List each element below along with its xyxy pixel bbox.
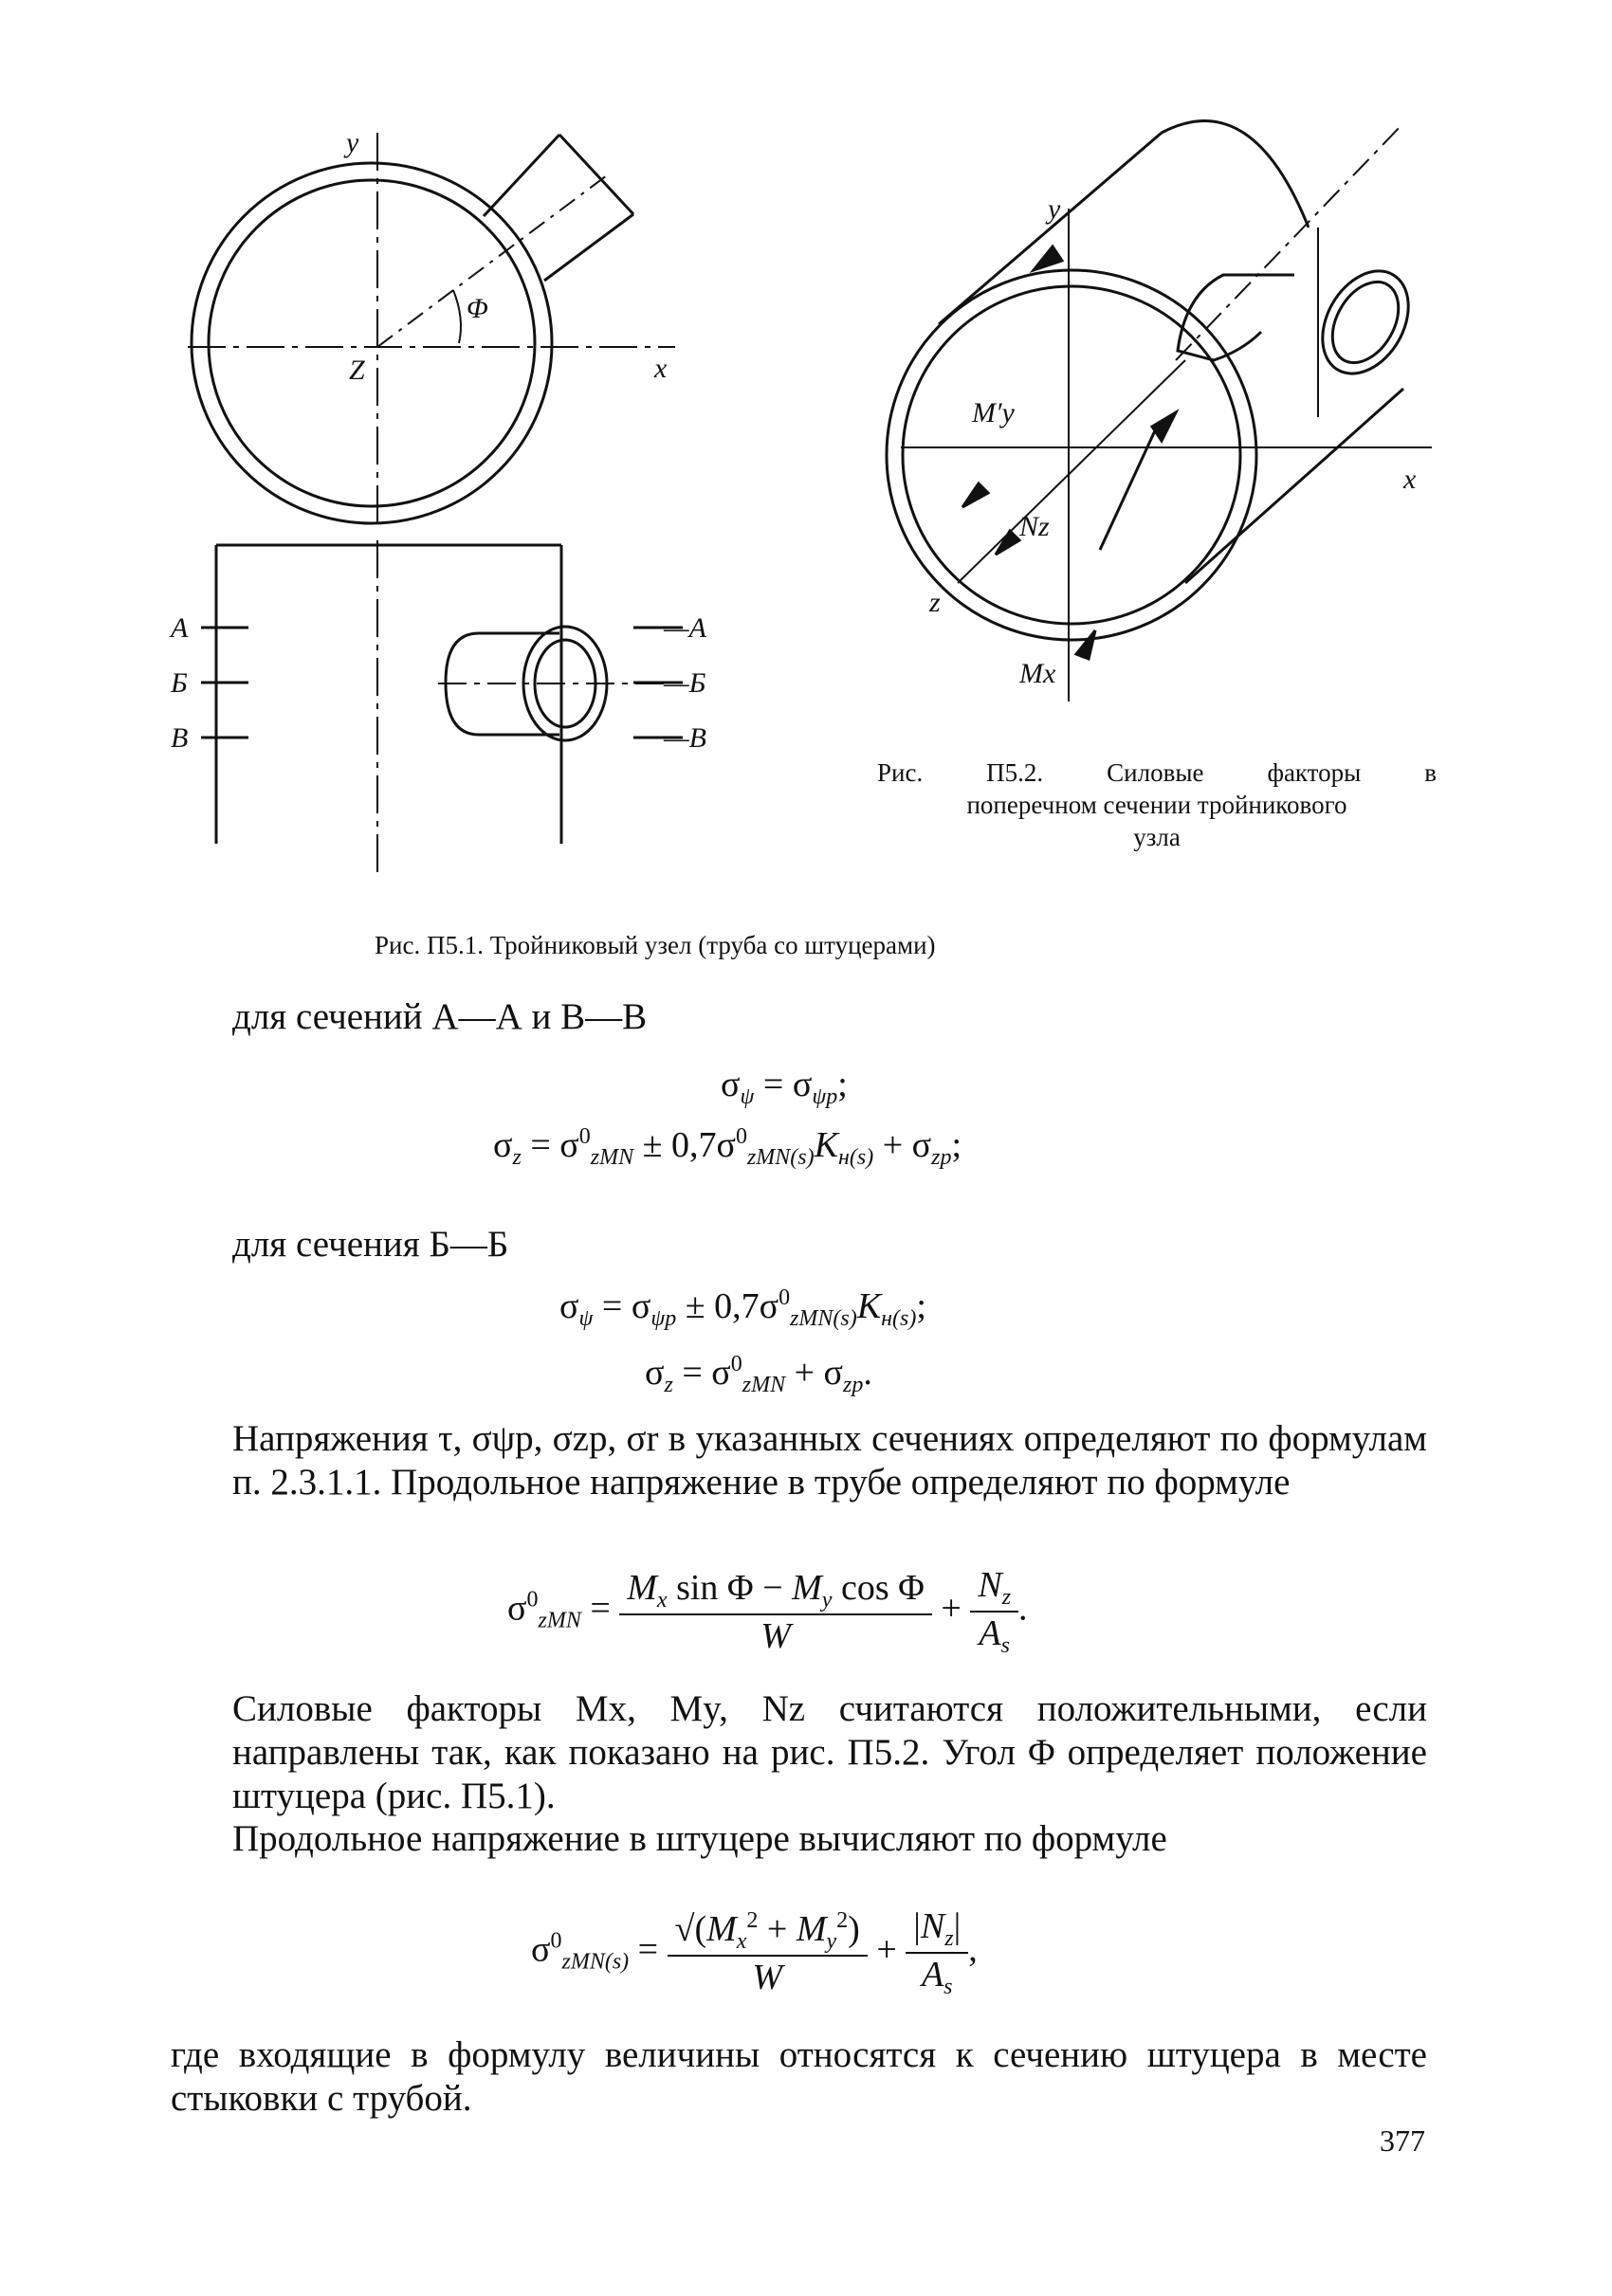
heading-section-bb: для сечения Б—Б [232, 1224, 509, 1265]
figure-p5-2 [872, 104, 1460, 853]
fig1-label-v-left: В [171, 722, 189, 754]
fig1-axis-z: Z [349, 355, 365, 386]
caption-line-2: поперечном сечении тройникового [966, 791, 1347, 819]
fraction-moment: $\frac{M_x \sin \Phi - M_y \cos \Phi}{W}$ [619, 1567, 932, 1657]
fig2-axis-z: z [929, 587, 941, 618]
fig1-angle-phi: Φ [467, 293, 488, 324]
equation-sigma-psi-2: $\sigma_\psi = \sigma_{\psi p} \pm 0,7\sigma^0_{zMN(s)}K_{н(s)}$; [559, 1285, 926, 1331]
equation-sigma-zmn: $\sigma^0_{zMN}$ = $\frac{M_x \sin \Phi - M_y \cos \Phi}{W}$ + $\frac{N_z}{A_s}$ . [507, 1565, 1028, 1658]
page-number: 377 [1380, 2123, 1425, 2158]
figure-p5-1-caption: Рис. П5.1. Тройниковый узел (труба со штуцерами) [375, 931, 936, 959]
figure-p5-1 [0, 0, 759, 929]
equation-sigma-z-2: $\sigma_z = \sigma^0_{zMN} + \sigma_{zp}$. [645, 1352, 872, 1397]
fig1-axis-x: x [654, 353, 668, 384]
fraction-force-abs: $\frac{|N_z|}{A_s}$ [906, 1905, 968, 2000]
paragraph-nozzle-stress: Продольное напряжение в штуцере вычисляют по формуле [232, 1818, 1167, 1859]
fig1-label-v-right: —В [664, 722, 706, 754]
paragraph-where: где входящие в формулу величины относятся к сечению штуцера в месте стыковки с трубой. [171, 2034, 1427, 2119]
fig2-axis-x: x [1403, 464, 1417, 495]
fig1-label-a-right: —А [664, 612, 706, 644]
paragraph-stresses: Напряжения τ, σψp, σzp, σr в указанных сечениях определяют по формулам п. 2.3.1.1. Продольное напряжение в трубе определяют по формуле [232, 1418, 1427, 1503]
fig2-axis-y: y [1048, 193, 1061, 225]
equation-sigma-psi-1: $\sigma_\psi = \sigma_{\psi p}$; [721, 1065, 848, 1109]
equation-sigma-zmn-s: $\sigma^0_{zMN(s)}$ = $\frac{√(M_x^2 + M_y^2)}{W}$ + $\frac{|N_z|}{A_s}$ , [531, 1906, 978, 1999]
caption-line-3: узла [1133, 823, 1181, 851]
fig2-label-nz: Nz [1019, 511, 1050, 542]
heading-sections-aa-vv: для сечений А—А и В—В [232, 996, 648, 1037]
fig2-label-my: M′y [972, 397, 1015, 428]
fig1-label-a-left: А [171, 612, 189, 644]
fig1-label-b-left: Б [171, 667, 188, 699]
figure-p5-2-caption [877, 756, 1437, 853]
fraction-force: $\frac{N_z}{A_s}$ [970, 1564, 1018, 1659]
fraction-moment-root: $\frac{√(M_x^2 + M_y^2)}{W}$ [668, 1908, 868, 1998]
caption-line-1: Рис. П5.2. Силовые факторы в [877, 758, 1437, 787]
fig2-label-mx: Mx [1019, 658, 1056, 689]
equation-sigma-z-1: $\sigma_z = \sigma^0_{zMN} \pm 0,7\sigma^0_{zMN(s)}K_{н(s)} + \sigma_{zp}$; [493, 1124, 962, 1170]
fig1-axis-y: y [346, 127, 359, 158]
fig1-label-b-right: —Б [664, 667, 706, 699]
paragraph-force-factors: Силовые факторы Mx, My, Nz считаются положительными, если направлены так, как показано на рис. П5.2. Угол Φ определяет положение штуцера (рис. П5.1). [232, 1688, 1427, 1816]
